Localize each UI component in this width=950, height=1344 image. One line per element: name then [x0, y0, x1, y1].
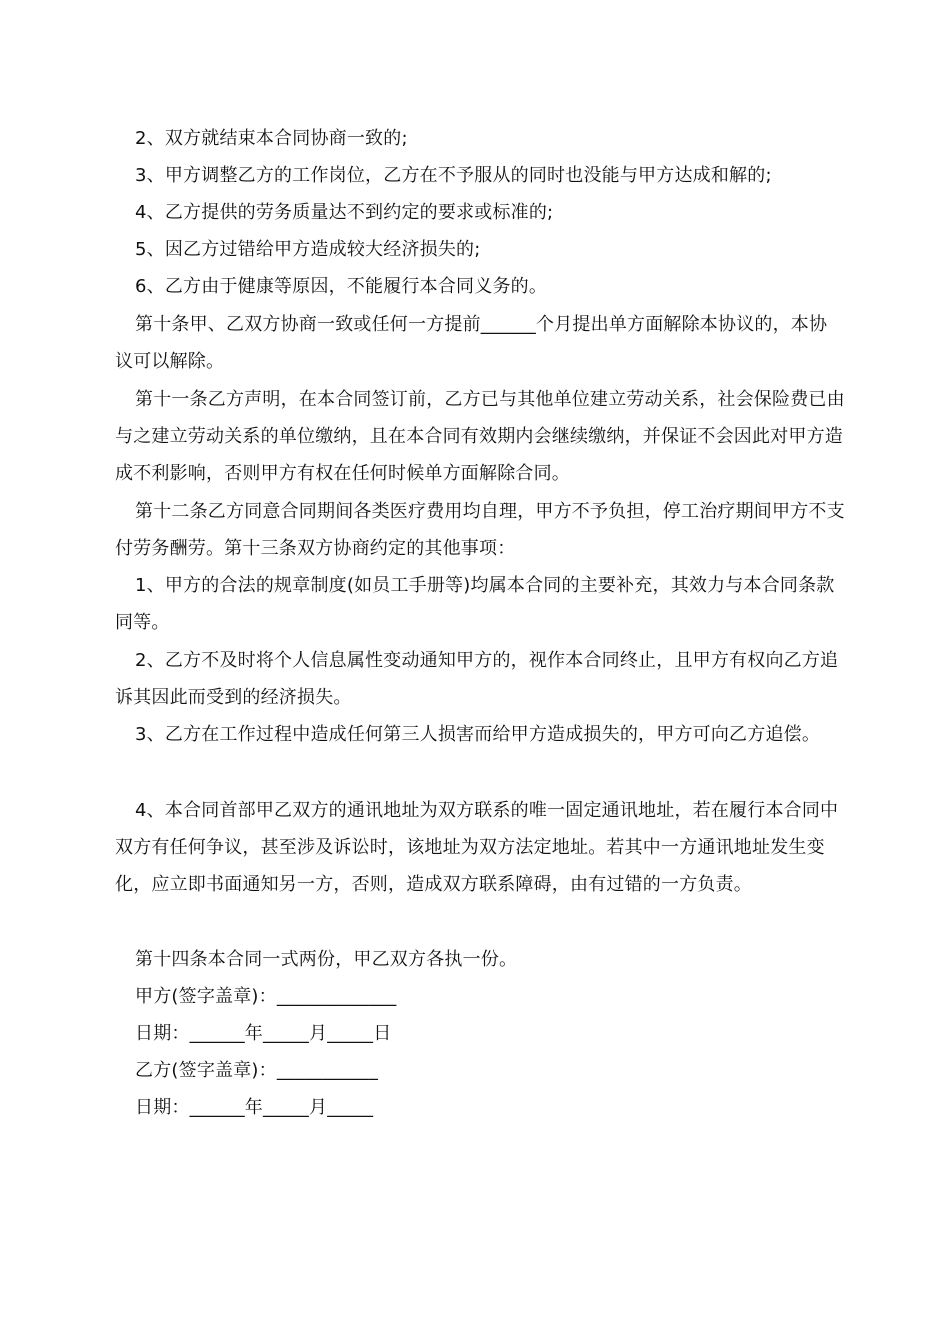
other-matter-2: 2、乙方不及时将个人信息属性变动通知甲方的，视作本合同终止，且甲方有权向乙方追诉其因此而受到的经济损失。 — [115, 650, 839, 708]
article-10: 第十条甲、乙双方协商一致或任何一方提前______个月提出单方面解除本协议的，本协议可以解除。 — [115, 314, 828, 372]
clause-item-3: 3、甲方调整乙方的工作岗位，乙方在不予服从的同时也没能与甲方达成和解的; — [135, 165, 772, 186]
other-matter-3: 3、乙方在工作过程中造成任何第三人损害而给甲方造成损失的，甲方可向乙方追偿。 — [135, 724, 821, 745]
party-a-signature: 甲方(签字盖章)：_____________ — [135, 986, 397, 1007]
article-12-13: 第十二条乙方同意合同期间各类医疗费用均自理，甲方不予负担，停工治疗期间甲方不支付劳务酬劳。第十三条双方协商约定的其他事项： — [115, 501, 845, 559]
clause-item-6: 6、乙方由于健康等原因，不能履行本合同义务的。 — [135, 276, 548, 297]
article-14: 第十四条本合同一式两份，甲乙双方各执一份。 — [135, 949, 518, 970]
other-matter-4: 4、本合同首部甲乙双方的通讯地址为双方联系的唯一固定通讯地址，若在履行本合同中双方有任何争议，甚至涉及诉讼时，该地址为双方法定地址。若其中一方通讯地址发生变化，应立即书面通知另一方，否则，造成双方联系障碍，由有过错的一方负责。 — [115, 800, 839, 895]
party-a-date: 日期：______年_____月_____日 — [135, 1023, 392, 1044]
article-11: 第十一条乙方声明，在本合同签订前，乙方已与其他单位建立劳动关系，社会保险费已由与之建立劳动关系的单位缴纳，且在本合同有效期内会继续缴纳，并保证不会因此对甲方造成不利影响，否则甲方有权在任何时候单方面解除合同。 — [115, 389, 845, 484]
party-b-date: 日期：______年_____月_____ — [135, 1097, 374, 1118]
other-matter-1: 1、甲方的合法的规章制度(如员工手册等)均属本合同的主要补充，其效力与本合同条款同等。 — [115, 575, 835, 633]
clause-item-5: 5、因乙方过错给甲方造成较大经济损失的; — [135, 239, 481, 260]
clause-item-4: 4、乙方提供的劳务质量达不到约定的要求或标准的; — [135, 202, 554, 223]
clause-item-2: 2、双方就结束本合同协商一致的; — [135, 128, 408, 149]
party-b-signature: 乙方(签字盖章)：___________ — [135, 1060, 379, 1081]
